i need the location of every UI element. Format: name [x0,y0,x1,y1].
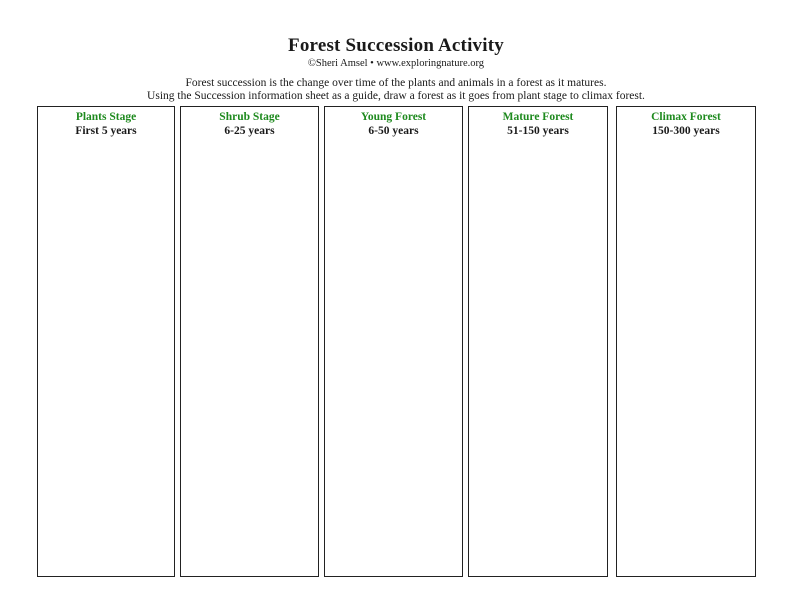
stage-title: Plants Stage [75,111,137,123]
stage-years: 6-25 years [224,125,275,137]
drawing-box-plants-stage[interactable] [37,106,175,577]
stage-title: Shrub Stage [219,111,280,123]
drawing-box-young-forest[interactable] [324,106,463,577]
stage-years: 150-300 years [652,125,720,137]
stage-title: Young Forest [360,111,427,123]
instructions-line-2: Using the Succession information sheet as a guide, draw a forest as it goes from plant stage to climax forest. [147,90,645,102]
stage-title: Climax Forest [651,111,721,123]
stage-years: 6-50 years [368,125,419,137]
drawing-box-mature-forest[interactable] [468,106,608,577]
copyright-credit: ©Sheri Amsel • www.exploringnature.org [307,58,485,69]
drawing-box-climax-forest[interactable] [616,106,756,577]
instructions-line-1: Forest succession is the change over time of the plants and animals in a forest as it matures. [185,77,607,89]
instructions [0,77,792,103]
stage-years: 51-150 years [507,125,569,137]
page-title: Forest Succession Activity [288,35,504,56]
stage-title: Mature Forest [502,111,574,123]
drawing-box-shrub-stage[interactable] [180,106,319,577]
stage-years: First 5 years [75,125,137,137]
